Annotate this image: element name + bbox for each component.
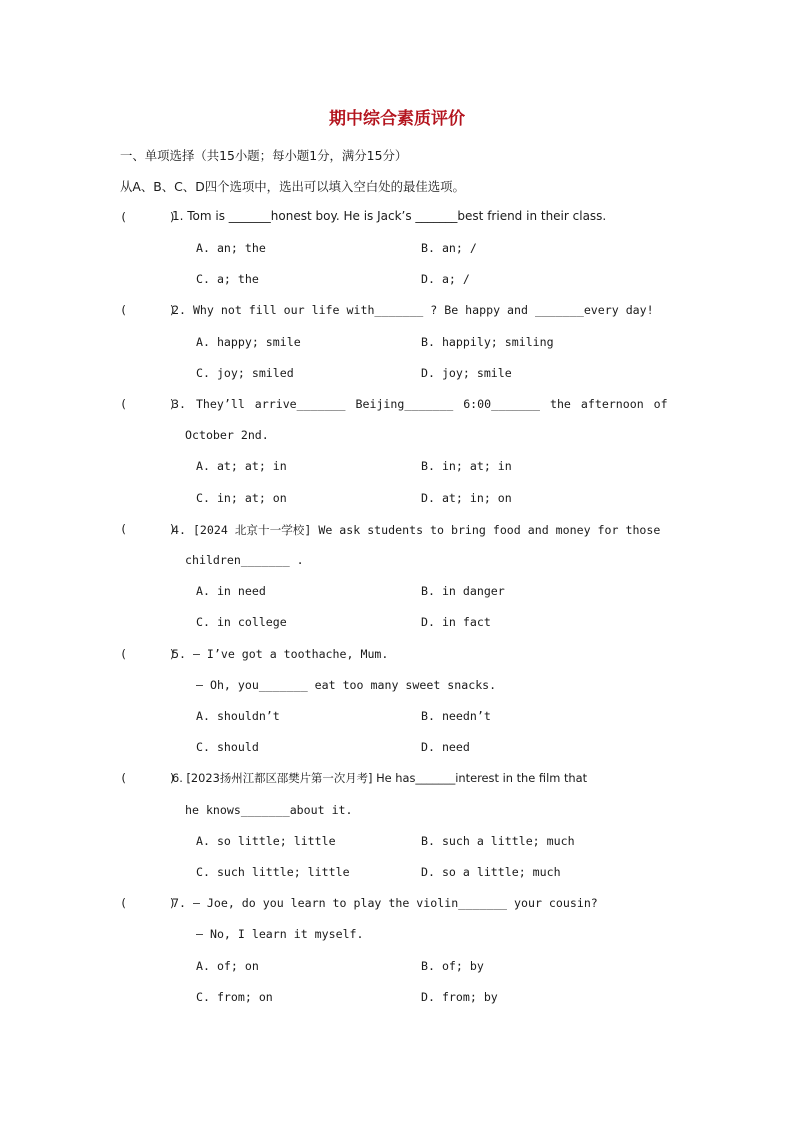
- question-4-stem: 4. [2024 北京十一学校] We ask students to bring food and money for those: [172, 523, 661, 537]
- question-3-stem-continued: October 2nd.: [185, 428, 269, 442]
- section-heading: 一、单项选择（共15小题；每小题1分，满分15分）: [120, 148, 408, 163]
- answer-blank-4[interactable]: ( ): [120, 522, 176, 536]
- question-3-option-b[interactable]: B. in; at; in: [421, 459, 512, 473]
- question-6-option-d[interactable]: D. so a little; much: [421, 865, 561, 879]
- question-1-option-d[interactable]: D. a; /: [421, 272, 470, 286]
- question-3-option-d[interactable]: D. at; in; on: [421, 491, 512, 505]
- question-5-option-b[interactable]: B. needn’t: [421, 709, 491, 723]
- question-7-stem-continued: — No, I learn it myself.: [196, 927, 364, 941]
- question-3-stem: 3. They’ll arrive_______ Beijing_______ 6:00_______ the afternoon of: [172, 397, 668, 411]
- question-3-option-a[interactable]: A. at; at; in: [196, 459, 287, 473]
- question-1-option-c[interactable]: C. a; the: [196, 272, 259, 286]
- question-5-stem-continued: — Oh, you_______ eat too many sweet snacks.: [196, 678, 497, 692]
- question-7-option-b[interactable]: B. of; by: [421, 959, 484, 973]
- question-4-option-b[interactable]: B. in danger: [421, 584, 505, 598]
- question-4-option-c[interactable]: C. in college: [196, 615, 287, 629]
- answer-blank-7[interactable]: ( ): [120, 896, 176, 910]
- question-7-option-c[interactable]: C. from; on: [196, 990, 273, 1004]
- question-4-option-a[interactable]: A. in need: [196, 584, 266, 598]
- question-2-option-a[interactable]: A. happy; smile: [196, 335, 301, 349]
- page-title: 期中综合素质评价: [329, 109, 465, 129]
- question-5-stem: 5. — I’ve got a toothache, Mum.: [172, 647, 389, 661]
- question-2-option-b[interactable]: B. happily; smiling: [421, 335, 554, 349]
- question-6-option-a[interactable]: A. so little; little: [196, 834, 336, 848]
- answer-blank-6[interactable]: ( ): [120, 771, 176, 785]
- question-6-stem: 6. [2023扬州江都区邵樊片第一次月考] He has_______interest in the film that: [172, 771, 588, 785]
- question-2-stem: 2. Why not fill our life with_______ ? Be happy and _______every day!: [172, 303, 654, 317]
- question-6-option-c[interactable]: C. such little; little: [196, 865, 350, 879]
- question-6-stem-continued: he knows_______about it.: [185, 803, 353, 817]
- answer-blank-5[interactable]: ( ): [120, 647, 176, 661]
- question-1-option-a[interactable]: A. an; the: [196, 241, 266, 255]
- question-2-option-c[interactable]: C. joy; smiled: [196, 366, 294, 380]
- question-7-option-a[interactable]: A. of; on: [196, 959, 259, 973]
- answer-blank-1[interactable]: ( ): [120, 210, 176, 224]
- question-4-stem-continued: children_______ .: [185, 553, 304, 567]
- answer-blank-3[interactable]: ( ): [120, 397, 176, 411]
- question-7-option-d[interactable]: D. from; by: [421, 990, 498, 1004]
- question-4-option-d[interactable]: D. in fact: [421, 615, 491, 629]
- question-7-stem: 7. — Joe, do you learn to play the violin_______ your cousin?: [172, 896, 598, 910]
- question-5-option-c[interactable]: C. should: [196, 740, 259, 754]
- question-2-option-d[interactable]: D. joy; smile: [421, 366, 512, 380]
- question-3-option-c[interactable]: C. in; at; on: [196, 491, 287, 505]
- question-5-option-d[interactable]: D. need: [421, 740, 470, 754]
- question-1-option-b[interactable]: B. an; /: [421, 241, 477, 255]
- question-1-stem: 1. Tom is _______honest boy. He is Jack’s _______best friend in their class.: [172, 209, 607, 223]
- question-5-option-a[interactable]: A. shouldn’t: [196, 709, 280, 723]
- section-instruction: 从A、B、C、D四个选项中，选出可以填入空白处的最佳选项。: [120, 179, 465, 194]
- answer-blank-2[interactable]: ( ): [120, 303, 176, 317]
- question-6-option-b[interactable]: B. such a little; much: [421, 834, 575, 848]
